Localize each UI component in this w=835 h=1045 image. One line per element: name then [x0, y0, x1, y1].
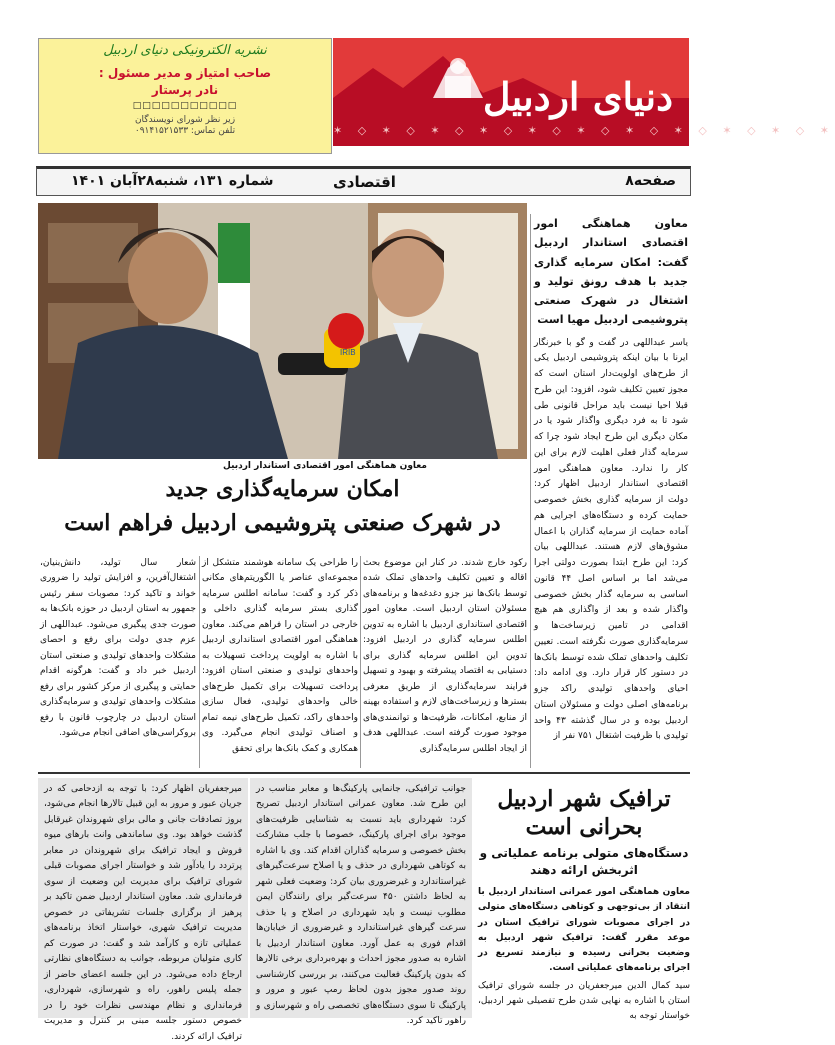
page-number: صفحه۸	[625, 173, 676, 189]
section-name: اقتصادی	[333, 173, 396, 191]
masthead-pattern: ✶ ◇ ✶ ◇ ✶ ◇ ✶ ◇ ✶ ◇ ✶ ◇ ✶ ◇ ✶ ◇ ✶ ◇ ✶ ◇ ✶	[333, 124, 835, 137]
traffic-column-2: میرجعفریان اظهار کرد: با توجه به ازدحامی که در جریان عبور و مرور به این قبیل تالارها انجام می‌شود، بروز تصادفات جانی و مالی برای شهروندان غیرقابل گذشت خواهد بود. وی ساماندهی وانت بارهای میوه فروش و ایجاد ترافیک برای شهروندان در معابر پرتردد را یادآور شد و خواستار اجرای مصوبات قبلی شورای ترافیک برای مدیریت این وضعیت از سوی فرمانداری شد. معاون استاندار اردبیل ضمن تاکید بر پرهیز از برگزاری جلسات تشریفاتی در خصوص مدیریت ترافیک شهری، خواستار اتخاذ برنامه‌های عملیاتی تازه و کارآمد شد و گفت: در صورت کم کاری متولیان مربوطه، جوانب به دستگاه‌های نظارتی ارجاع داده می‌شود. در این جلسه اعضای حاضر از جمله پلیس راهور، راه و شهرسازی، شهرداری، فرمانداری و نظام مهندسی نظرات خود را در خصوص دستور جلسه مبنی بر کنترل و مدیریت ترافیک ارائه کردند.	[38, 778, 248, 1018]
contact-phone: تلفن تماس: ۰۹۱۴۱۵۲۱۵۳۳	[134, 126, 236, 136]
interview-photo	[38, 203, 527, 459]
publisher-box	[38, 38, 332, 154]
traffic-column-1: جوانب ترافیکی، جانمایی پارکینگ‌ها و معابر مناسب در این طرح شد. معاون عمرانی استاندار اردبیل تصریح کرد: شهرداری باید نسبت به شناسایی ظرفیت‌های موجود برای اجرای پارکینگ، خصوصا با جلب مشارکت بخش خصوصی و سرمایه گذاران اقدام کند. وی با اشاره به کوتاهی شهرداری در حذف و یا اصلاح سرعت‌گیرهای غیراستاندارد و غیرضروری بیان کرد: وضعیت فعلی شهر به لحاظ داشتن ۴۵۰ سرعت‌گیر برای رانندگان ایمن مطلوب نیست و باید شهرداری در اصلاح و یا حذف سرعت گیرهای غیراستاندارد و غیرضروری از خیابان‌ها اقدام فوری به عمل آورد. معاون استاندار اردبیل با اشاره به صدور مجوز احداث و بهره‌برداری برخی تالارها که بدون پارکینگ فعالیت می‌کنند، بر بررسی کارشناسی روند صدور مجوز بدون لحاظ رمپ عبور و مرور و پارکینگ تا سوی دستگاه‌های تخصصی راه و شهرسازی و راهور تاکید کرد.	[250, 778, 472, 1018]
section-divider	[38, 772, 690, 774]
traffic-subhead-1: دستگاه‌های متولی برنامه عملیاتی و	[479, 846, 689, 860]
publisher-placeholder: □□□□□□□□□□□	[132, 101, 238, 111]
lede-column	[534, 214, 688, 745]
publication-name: نشریه الکترونیکی دنیای اردبیل	[103, 43, 267, 58]
traffic-subhead-2: اثربخش ارائه دهند	[530, 863, 638, 877]
masthead	[333, 38, 835, 146]
mic-label: IRIB	[340, 348, 356, 357]
traffic-headline-1: ترافیک شهر اردبیل	[497, 786, 671, 812]
article-column-3: شعار سال تولید، دانش‌بنیان، اشتغال‌آفرین، و افزایش تولید را ضروری خواند و تاکید کرد: مصوبات سفر رئیس جمهور به استان اردبیل در حوزه بانک‌ها به صورت جدی پیگیری می‌شود. عبداللهی از عزم جدی دولت برای رفع و احصای مشکلات واحدهای تولیدی و صنعتی استان اردبیل خبر داد و گفت: هرگونه اقدام حمایتی و پیگیری از مرکز کشور برای رفع مشکلات واحدهای تولیدی و سرمایه‌گذاری استان اردبیل در چارچوب قانون با رفع بروکراسی‌های اضافی انجام می‌شود.	[40, 558, 196, 739]
article-column-1: رکود خارج شدند. در کنار این موضوع بحث اقاله و تعیین تکلیف واحدهای تملک شده توسط بانک‌ها نیز جزو دغدغه‌ها و برنامه‌های مسئولان استان اردبیل است. معاون امور اقتصادی استانداری اردبیل با اشاره به تدوین اطلس سرمایه گذاری در اردبیل افزود: تدوین این اطلس سرمایه گذاری برای دستیابی به اقتصاد پیشرفته و بهبود و تسهیل فرایند سرمایه‌گذاری از طریق معرفی بسترها و زیرساخت‌های لازم و استفاده بهینه از منابع، امکانات، ظرفیت‌ها و توانمندی‌های موجود صورت گرفته است. عبداللهی هدف از ایجاد اطلس سرمایه‌گذاری	[363, 558, 527, 754]
publisher-name: نادر پرستار	[151, 83, 219, 97]
column-divider	[360, 556, 361, 768]
column-divider	[199, 556, 200, 768]
traffic-story	[478, 786, 690, 1022]
photo-caption: معاون هماهنگی امور اقتصادی استاندار اردبیل	[223, 461, 427, 471]
article-column-2: را طراحی یک سامانه هوشمند متشکل از مجموعه‌ای عناصر یا الگوریتم‌های مکانی ذکر کرد و گفت: سامانه اطلس سرمایه گذاری بستر سرمایه گذاری داخلی و خارجی در استان را فراهم می‌کند. معاون هماهنگی امور اقتصادی استانداری اردبیل با اشاره به اولویت پرداخت تسهیلات به واحدهای تولیدی و صنعتی استان افزود: پرداخت تسهیلات برای تکمیل طرح‌های خالی واحدهای تولیدی، فعال سازی واحدهای راکد، تکمیل طرح‌های نیمه تمام و اصناف تولیدی انجام می‌گیرد. وی همکاری و کمک بانک‌ها برای تحقق	[202, 558, 358, 754]
publisher-label: صاحب امتیاز و مدیر مسئول :	[98, 66, 272, 80]
editorial-board: زیر نظر شورای نویسندگان	[134, 115, 236, 125]
masthead-logo: دنیای اردبیل	[482, 74, 673, 119]
lede-body: یاسر عبداللهی در گفت و گو با خبرنگار ایرنا با بیان اینکه پتروشیمی اردبیل یکی از طرح‌های اولویت‌دار استان است که مجوز تعیین تکلیف شود، افزود: این طرح قبلا احیا نیست باید مراحل قانونی طی شود تا به فرد دیگری واگذار شود یا در مکان دیگری این طرح ایجاد شود چرا که سرمایه گذار فعلی اهلیت لازم برای این کار را ندارد. معاون هماهنگی امور اقتصادی استاندار اردبیل اظهار کرد: دولت از سرمایه گذاری بخش خصوصی حمایت کرده و دستگاه‌های اجرایی هم آماده حمایت از سرمایه گذاران با اعمال مشوق‌های لازم هستند. عبداللهی بیان کرد: این طرح ابتدا بصورت دولتی اجرا می‌شد اما بر اساس اصل ۴۴ قانون اساسی به سرمایه گذار بخش خصوصی واگذار شده و بعد از واگذاری هم هیچ اقدامی در تامین زیرساخت‌ها و سرمایه‌گذاری صورت نگرفته است. تعیین تکلیف واحدهای تملک شده توسط بانک‌ها در دستور کار قرار دارد. وی ادامه داد: احیای واحدهای تولیدی راکد جزو برنامه‌های اصلی دولت و مسئولان استان اردبیل بوده و در سال گذشته ۴۳ واحد تولیدی با ظرفیت اشتغال ۷۵۱ نفر از	[534, 337, 689, 742]
headline-line-1: امکان سرمایه‌گذاری جدید	[165, 476, 400, 502]
photo-illustration	[38, 203, 527, 459]
section-bar	[36, 166, 691, 196]
headline-line-2: در شهرک صنعتی پتروشیمی اردبیل فراهم است	[64, 510, 501, 536]
traffic-lead: معاون هماهنگی امور عمرانی استاندار اردبیل با انتقاد از بی‌توجهی و کوتاهی دستگاه‌های متولی در اجرای مصوبات شورای ترافیک استان در موعد مقرر گفت: ترافیک شهر اردبیل به وضعیت بحرانی رسیده و نیازمند تسریع در اجرای برنامه‌های عملیاتی است.	[478, 887, 690, 974]
column-divider	[530, 214, 531, 768]
issue-info: شماره ۱۳۱، شنبه۲۸آبان ۱۴۰۱	[71, 173, 274, 189]
lede-title: معاون هماهنگی امور اقتصادی استاندار اردبیل گفت: امکان سرمایه گذاری جدید با هدف رونق تولید و اشتغال در شهرک صنعتی پتروشیمی اردبیل مهیا است	[534, 217, 688, 327]
traffic-body: سید کمال الدین میرجعفریان در جلسه شورای ترافیک استان با اشاره به نهایی شدن طرح تفصیلی شهر اردبیل، خواستار توجه به	[478, 980, 690, 1022]
traffic-headline-2: بحرانی است	[525, 814, 643, 840]
